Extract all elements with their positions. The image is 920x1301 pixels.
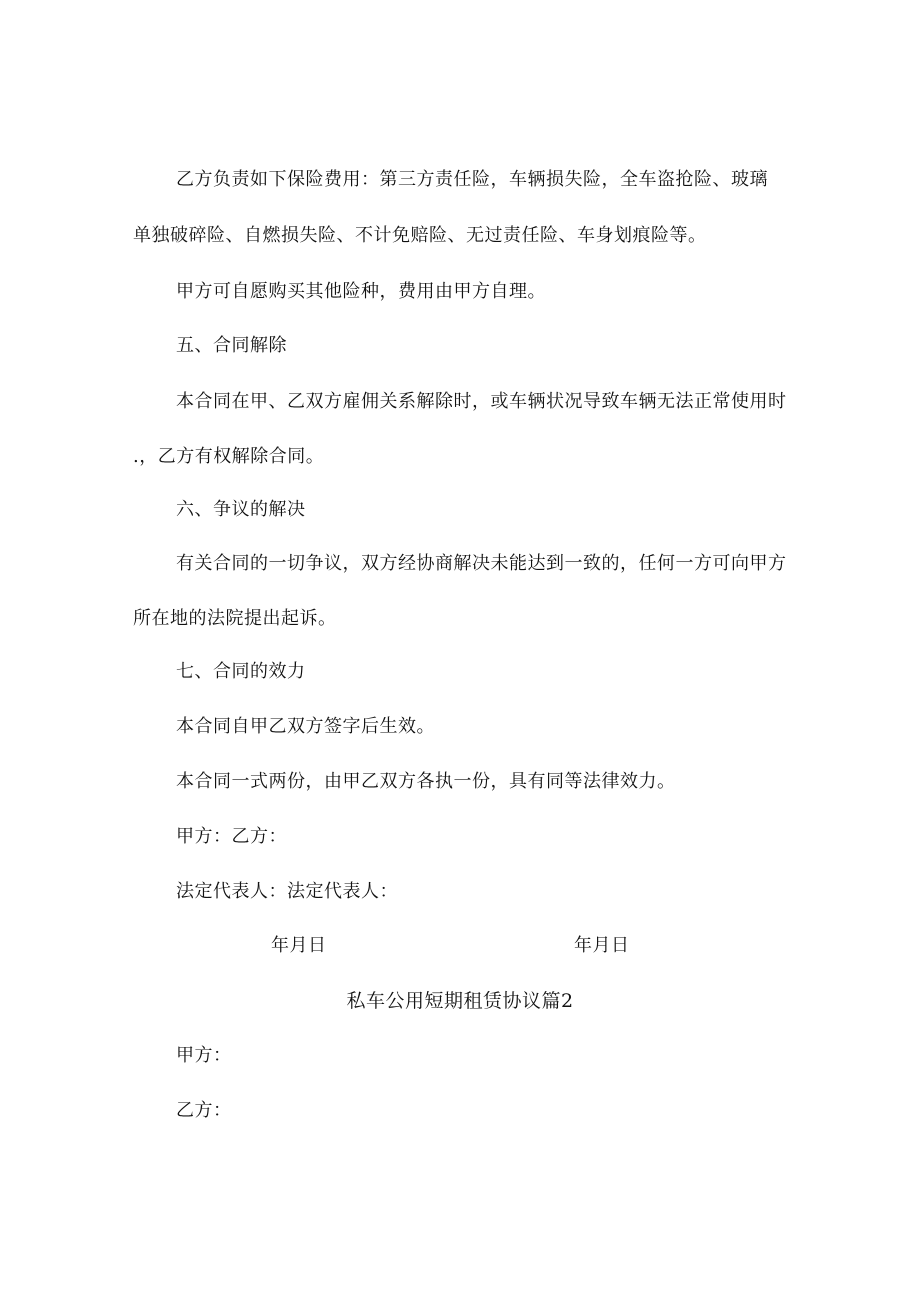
insurance-paragraph-line-2: 单独破碎险、自燃损失险、不计免赔险、无过责任险、车身划痕险等。 <box>133 225 707 246</box>
agreement-2-title: 私车公用短期租赁协议篇2 <box>346 990 574 1012</box>
section-6-heading: 六、争议的解决 <box>176 499 306 520</box>
section-7-effective-paragraph: 本合同自甲乙双方签字后生效。 <box>176 716 435 737</box>
section-5-paragraph-line-2: .，乙方有权解除合同。 <box>133 446 325 467</box>
insurance-optional-paragraph: 甲方可自愿购买其他险种，费用由甲方自理。 <box>176 281 546 302</box>
signature-parties-line: 甲方：乙方： <box>176 826 287 847</box>
section-7-copies-paragraph: 本合同一式两份，由甲乙双方各执一份，具有同等法律效力。 <box>176 771 676 792</box>
section-6-paragraph-line-2: 所在地的法院提出起诉。 <box>133 608 337 629</box>
section-5-paragraph-line-1: 本合同在甲、乙双方雇佣关系解除时，或车辆状况导致车辆无法正常使用时 <box>176 391 787 412</box>
signature-date-right: 年月日 <box>574 935 630 956</box>
agreement-2-party-a: 甲方： <box>176 1045 232 1066</box>
signature-representatives-line: 法定代表人：法定代表人： <box>176 881 398 902</box>
signature-date-left: 年月日 <box>271 935 327 956</box>
section-5-heading: 五、合同解除 <box>176 335 287 356</box>
agreement-2-party-b: 乙方： <box>176 1100 232 1121</box>
section-7-heading: 七、合同的效力 <box>176 661 306 682</box>
section-6-paragraph-line-1: 有关合同的一切争议，双方经协商解决未能达到一致的，任何一方可向甲方 <box>176 553 787 574</box>
insurance-paragraph-line-1: 乙方负责如下保险费用：第三方责任险，车辆损失险，全车盗抢险、玻璃 <box>176 169 768 190</box>
